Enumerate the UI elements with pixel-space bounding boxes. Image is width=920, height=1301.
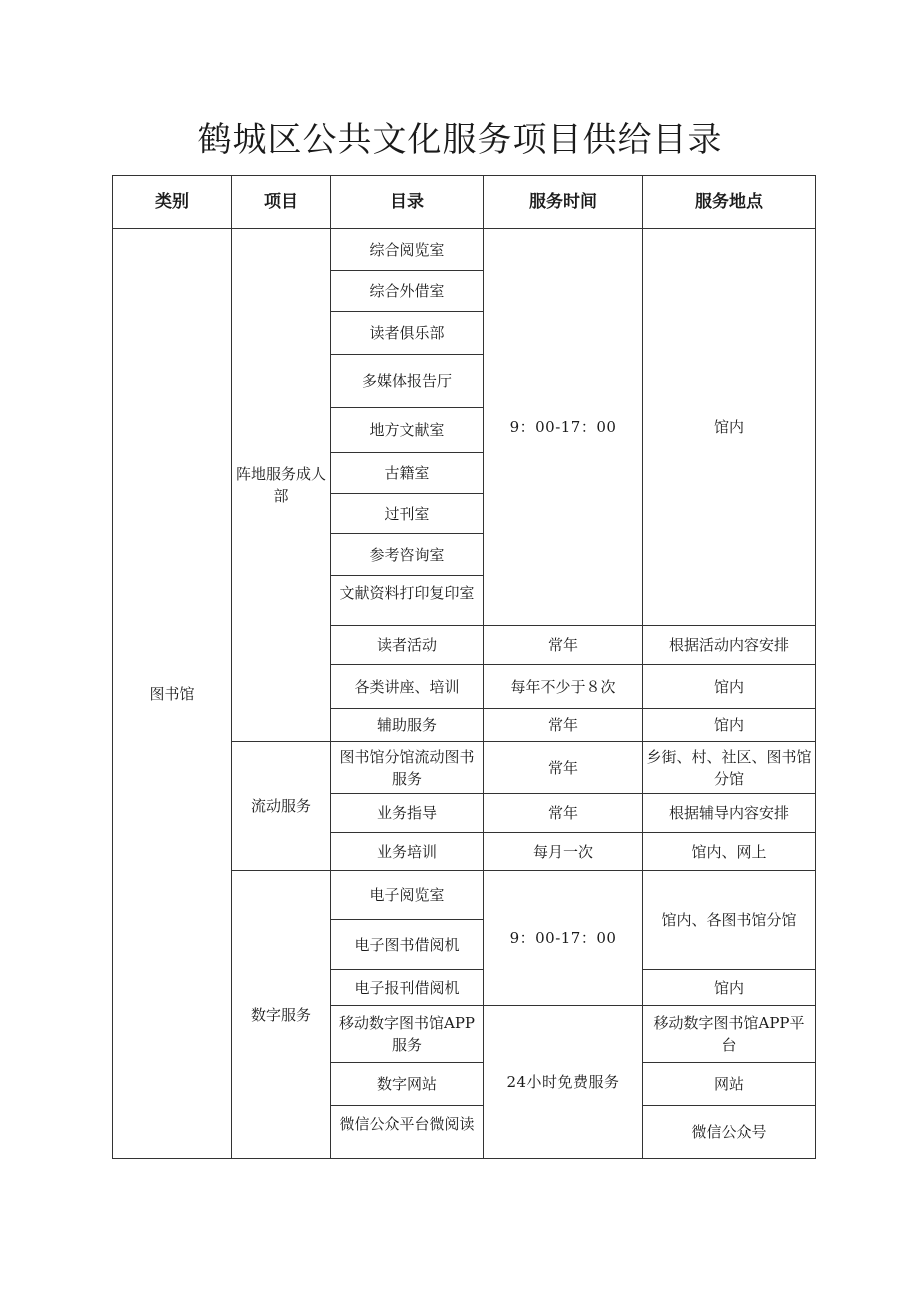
catalog-cell: 电子图书借阅机 xyxy=(331,920,484,970)
page-title: 鹤城区公共文化服务项目供给目录 xyxy=(197,120,723,160)
catalog-cell: 参考咨询室 xyxy=(331,534,484,576)
catalog-cell: 电子阅览室 xyxy=(331,871,484,920)
header-project: 项目 xyxy=(232,176,331,229)
catalog-cell: 综合阅览室 xyxy=(331,229,484,271)
catalog-cell: 多媒体报告厅 xyxy=(331,355,484,408)
catalog-cell: 综合外借室 xyxy=(331,271,484,312)
service-place-cell: 根据活动内容安排 xyxy=(643,626,816,665)
service-time-cell: 9：00-17：00 xyxy=(484,871,643,1006)
catalog-cell: 微信公众平台微阅读 xyxy=(331,1106,484,1159)
service-place-cell: 移动数字图书馆APP平台 xyxy=(643,1006,816,1063)
service-time-cell: 常年 xyxy=(484,626,643,665)
service-time-cell: 常年 xyxy=(484,742,643,794)
catalog-cell: 各类讲座、培训 xyxy=(331,665,484,709)
header-service-place: 服务地点 xyxy=(643,176,816,229)
catalog-cell: 图书馆分馆流动图书服务 xyxy=(331,742,484,794)
service-time-cell: 每年不少于８次 xyxy=(484,665,643,709)
catalog-cell: 数字网站 xyxy=(331,1063,484,1106)
service-place-cell: 馆内、各图书馆分馆 xyxy=(643,871,816,970)
header-catalog: 目录 xyxy=(331,176,484,229)
catalog-cell: 读者活动 xyxy=(331,626,484,665)
category-cell: 图书馆 xyxy=(113,229,232,1159)
header-service-time: 服务时间 xyxy=(484,176,643,229)
service-time-cell: 9：00-17：00 xyxy=(484,229,643,626)
header-category: 类别 xyxy=(113,176,232,229)
catalog-cell: 电子报刊借阅机 xyxy=(331,970,484,1006)
service-place-cell: 馆内 xyxy=(643,665,816,709)
table-row xyxy=(113,229,816,271)
project-cell: 数字服务 xyxy=(232,871,331,1159)
catalog-cell: 古籍室 xyxy=(331,453,484,494)
service-place-cell: 馆内 xyxy=(643,229,816,626)
catalog-cell: 文献资料打印复印室 xyxy=(331,576,484,626)
service-place-cell: 微信公众号 xyxy=(643,1106,816,1159)
service-place-cell: 网站 xyxy=(643,1063,816,1106)
catalog-cell: 辅助服务 xyxy=(331,709,484,742)
catalog-cell: 过刊室 xyxy=(331,494,484,534)
header-row xyxy=(113,176,816,229)
service-time-cell: 24小时免费服务 xyxy=(484,1006,643,1159)
catalog-cell: 业务培训 xyxy=(331,833,484,871)
catalog-cell: 业务指导 xyxy=(331,794,484,833)
service-place-cell: 馆内 xyxy=(643,970,816,1006)
catalog-cell: 移动数字图书馆APP服务 xyxy=(331,1006,484,1063)
service-time-cell: 常年 xyxy=(484,709,643,742)
project-cell: 阵地服务成人部 xyxy=(232,229,331,742)
service-place-cell: 馆内 xyxy=(643,709,816,742)
service-time-cell: 常年 xyxy=(484,794,643,833)
service-time-cell: 每月一次 xyxy=(484,833,643,871)
service-place-cell: 馆内、网上 xyxy=(643,833,816,871)
catalog-cell: 地方文献室 xyxy=(331,408,484,453)
catalog-cell: 读者俱乐部 xyxy=(331,312,484,355)
project-cell: 流动服务 xyxy=(232,742,331,871)
catalog-table xyxy=(112,175,816,1159)
service-place-cell: 根据辅导内容安排 xyxy=(643,794,816,833)
service-place-cell: 乡街、村、社区、图书馆分馆 xyxy=(643,742,816,794)
